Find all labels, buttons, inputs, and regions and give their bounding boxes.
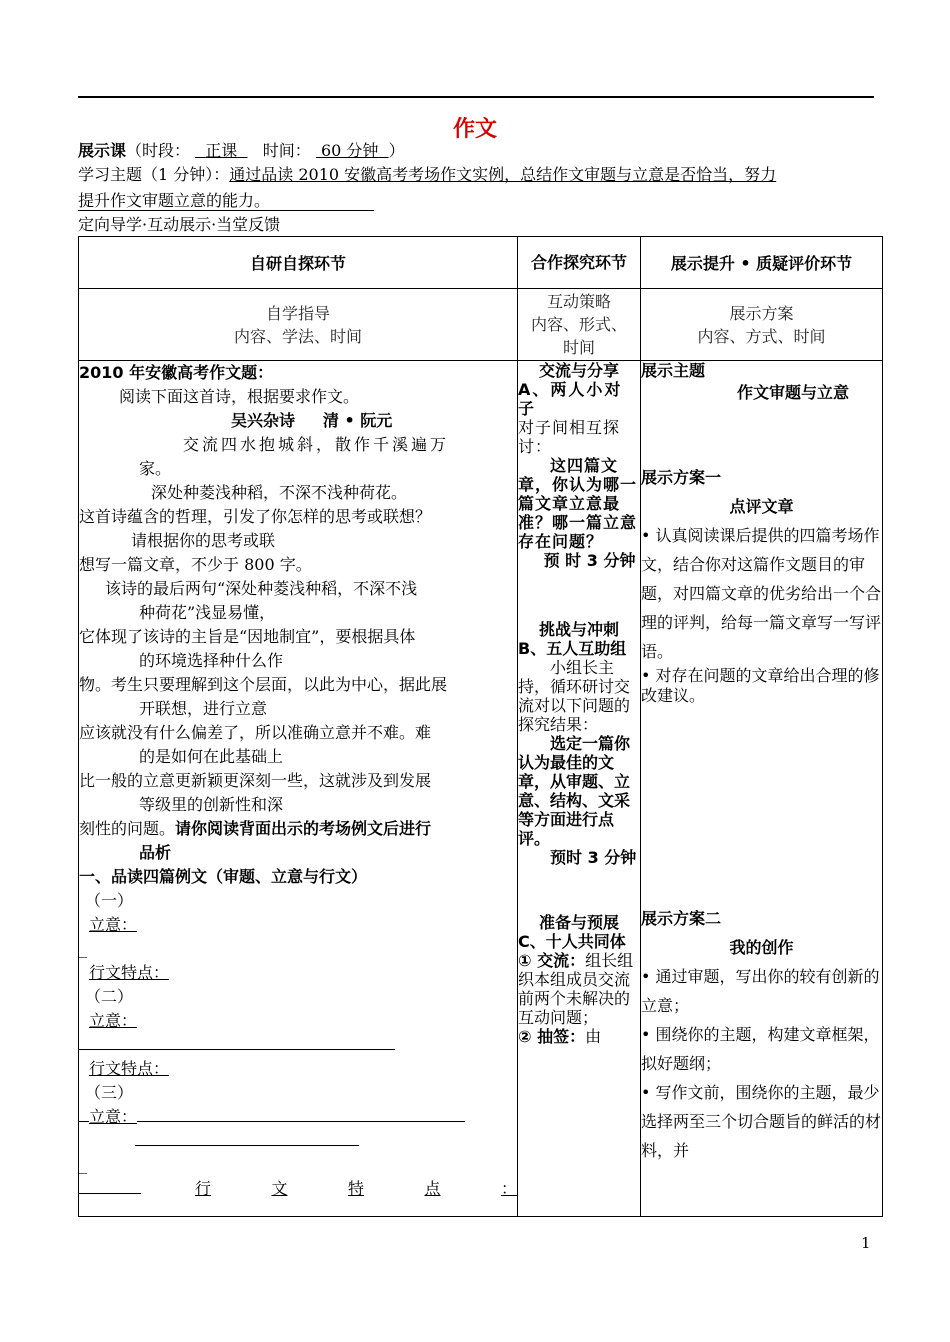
col-header-1: 自研自探环节 — [79, 237, 518, 289]
analysis-3: 物。考生只要理解到这个层面，以此为中心，据此展 — [79, 675, 448, 694]
class-info-line — [78, 140, 405, 162]
essay-2-line — [79, 1033, 517, 1057]
time-label: 时间： — [262, 141, 311, 160]
exam-title: 2010 年安徽高考作文题： — [79, 363, 274, 382]
coop-stage-2-body: 小组长主持，循环研讨交流对以下问题的探究结果： — [518, 658, 631, 734]
poem-title: 吴兴杂诗 清 • 阮元 — [231, 411, 393, 430]
sub-header-2: 互动策略 内容、形式、 时间 — [518, 289, 641, 361]
essay-2-xingwen: 行文特点： — [89, 1059, 170, 1078]
plan-2-label: 展示方案二 — [641, 909, 722, 928]
analysis-4: 应该就没有什么偏差了，所以准确立意并不难。难 — [79, 723, 432, 742]
section-heading: 一、品读四篇例文（审题、立意与行文） — [79, 867, 368, 886]
page-title: 作文 — [452, 117, 497, 142]
period-open: （时段： — [126, 141, 191, 160]
essay-1-xingwen: 行文特点： — [89, 963, 170, 982]
coop-stage-1-time: 预 时 3 分钟 — [543, 551, 636, 570]
analysis-1b: 种荷花”浅显易懂， — [139, 603, 276, 622]
coop-stage-1-title: 交流与分享 — [538, 361, 619, 380]
essay-1-label: （一） — [85, 891, 134, 910]
analysis-2: 它体现了该诗的主旨是“因地制宜”，要根据具体 — [79, 627, 416, 646]
coop-stage-3-title: 准备与预展 — [538, 913, 619, 932]
analysis-2b: 的环境选择种什么作 — [139, 651, 284, 670]
coop-stage-1-question: 这四篇文章，你认为哪一篇文章立意最准？哪一篇立意存在问题？ — [518, 456, 638, 551]
coop-stage-2-time: 预时 3 分钟 — [550, 848, 637, 867]
essay-3-label: （三） — [85, 1083, 134, 1102]
coop-stage-3-item-1: ① 交流：组长组织本组成员交流前两个未解决的互动问题； — [518, 951, 634, 1027]
essay-2-label: （二） — [85, 987, 134, 1006]
exam-instruction: 阅读下面这首诗，根据要求作文。 — [119, 387, 360, 406]
coop-stage-2-question: 选定一篇你认为最佳的文章，从审题、立意、结构、文采等方面进行点评。 — [518, 734, 631, 848]
theme-label: 展示主题 — [641, 361, 706, 380]
topic-text-1: 通过品读 2010 安徽高考考场作文实例，总结作文审题与立意是否恰当，努力 — [229, 165, 777, 184]
analysis-1: 该诗的最后两句“深处种菱浅种稻，不深不浅 — [105, 579, 418, 598]
col-header-2: 合作探究环节 — [518, 237, 641, 289]
header-rule — [78, 96, 874, 98]
essay-3-line — [79, 1129, 517, 1153]
topic-line-2 — [78, 190, 270, 212]
lesson-table — [78, 236, 883, 1217]
topic-prefix: 学习主题（1 分钟）： — [78, 165, 230, 184]
essay-1-liyi: 立意： — [89, 915, 138, 934]
essay-1-dash: _ — [79, 939, 87, 958]
topic-text-2: 提升作文审题立意的能力。 — [78, 191, 271, 210]
plan-1-bullet-1: • 认真阅读课后提供的四篇考场作文，结合你对这篇作文题目的审题，对四篇文章的优劣给出一个合理的评判，给每一篇文章写一写评语。 — [641, 526, 882, 661]
question-2: 请根据你的思考或联 — [131, 531, 276, 550]
essay-2-liyi: 立意： — [89, 1011, 138, 1030]
time-value: 60 分钟 — [320, 141, 379, 160]
coop-stage-1-body: 对子间相互探讨： — [518, 418, 621, 456]
analysis-6b: 品析 — [139, 843, 172, 862]
cooperative-cell — [518, 361, 641, 1217]
period-value: 正课 — [205, 141, 238, 160]
poem-line-2: 深处种菱浅种稻，不深不浅种荷花。 — [151, 483, 408, 502]
question-1: 这首诗蕴含的哲理，引发了你怎样的思考或联想？ — [79, 507, 432, 526]
coop-stage-3-item-2: ② 抽签：由 — [518, 1027, 602, 1046]
plan-1-bullet-2: • 对存在问题的文章给出合理的修改建议。 — [641, 666, 880, 705]
self-study-cell — [79, 361, 518, 1217]
plan-2-bullet-1: • 通过审题，写出你的较有创新的立意； — [641, 967, 880, 1015]
poem-line-1: 交流四水抱城斜，散作千溪遍万 — [183, 435, 450, 454]
plan-1-title: 点评文章 — [729, 497, 794, 516]
plan-2-title: 我的创作 — [729, 938, 794, 957]
coop-stage-2-sub: B、五人互助组 — [518, 639, 627, 658]
plan-1-label: 展示方案一 — [641, 468, 722, 487]
analysis-6: 刻性的问题。请你阅读背面出示的考场例文后进行 — [79, 819, 432, 838]
mode-line: 定向导学·互动展示·当堂反馈 — [78, 215, 281, 234]
period-close: ） — [388, 141, 405, 160]
plan-2-bullet-3: • 写作文前，围绕你的主题，最少选择两至三个切合题旨的鲜活的材料，并 — [641, 1083, 882, 1160]
analysis-5b: 等级里的创新性和深 — [139, 795, 284, 814]
essay-3-xingwen: 行 文 特 点 ： — [79, 1177, 517, 1201]
analysis-4b: 的是如何在此基础上 — [139, 747, 284, 766]
topic-line-1 — [78, 164, 776, 186]
poem-line-1b: 家。 — [139, 459, 172, 478]
theme-value: 作文审题与立意 — [737, 383, 850, 402]
sub-header-1: 自学指导 内容、学法、时间 — [79, 289, 518, 361]
coop-stage-1-sub: A、两人小对子 — [518, 380, 623, 418]
analysis-5: 比一般的立意更新颖更深刻一些，这就涉及到发展 — [79, 771, 432, 790]
class-label: 展示课 — [78, 141, 127, 160]
coop-stage-2-title: 挑战与冲刺 — [538, 620, 619, 639]
coop-stage-3-sub: C、十人共同体 — [518, 932, 626, 951]
col-header-3: 展示提升 • 质疑评价环节 — [641, 237, 883, 289]
sub-header-3: 展示方案 内容、方式、时间 — [641, 289, 883, 361]
presentation-cell — [641, 361, 883, 1217]
page-number: 1 — [861, 1234, 871, 1252]
question-3: 想写一篇文章，不少于 800 字。 — [79, 555, 312, 574]
plan-2-bullet-2: • 围绕你的主题，构建文章框架，拟好题纲； — [641, 1025, 880, 1073]
analysis-3b: 开联想，进行立意 — [139, 699, 268, 718]
essay-3-dash: _ — [79, 1155, 87, 1174]
essay-3-liyi: 立意： — [79, 1105, 517, 1129]
topic-underline — [78, 210, 374, 211]
